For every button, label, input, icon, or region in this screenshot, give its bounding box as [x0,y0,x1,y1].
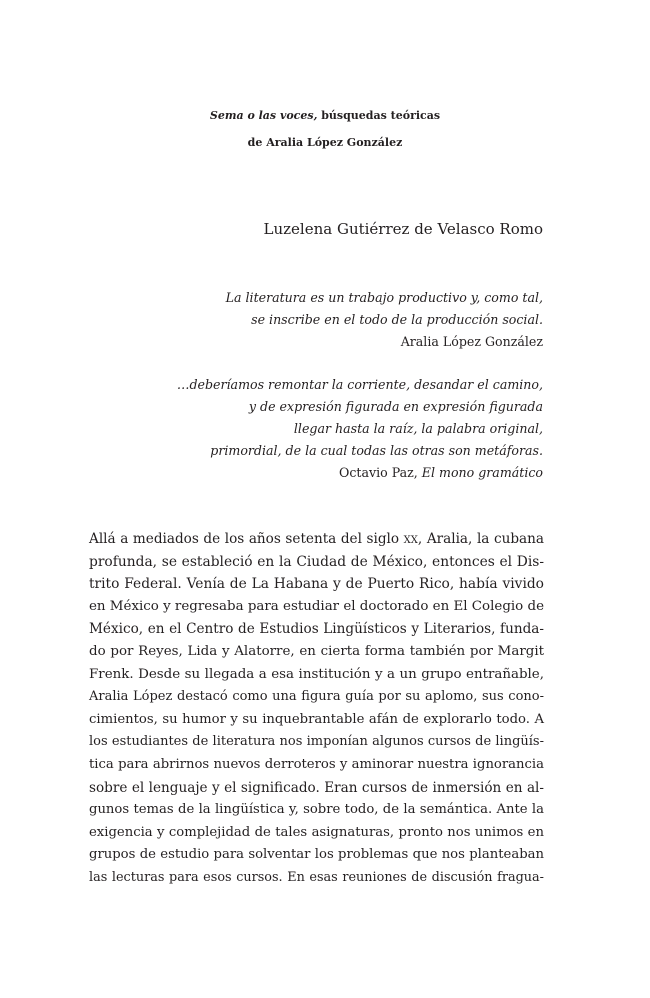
epigraph-1 [226,287,543,353]
body-line: Aralia López destacó como una figura guía por su aplomo, sus cono- [89,689,544,705]
title-italic-part: Sema o las voces, [209,109,318,122]
epigraph-1-line: se inscribe en el todo de la producción social. [251,312,543,327]
body-line: tica para abrirnos nuevos derroteros y aminorar nuestra ignorancia [89,756,544,772]
epigraph-2-line: y de expresión figurada en expresión figurada [248,399,543,414]
body-line: do por Reyes, Lida y Alatorre, en cierta forma también por Margit [89,643,544,659]
chapter-title-line-1 [0,103,650,129]
body-line-start: Allá a mediados de los años setenta del siglo [89,531,404,547]
epigraph-1-line: La literatura es un trabajo productivo y, como tal, [225,290,543,305]
body-line: sobre el lenguaje y el significado. Eran cursos de inmersión en al- [89,779,544,796]
chapter-title-line-2: de Aralia López González [247,136,403,149]
epigraph-2-attribution-work: El mono gramático [421,465,543,480]
body-line: cimientos, su humor y su inquebrantable afán de explorarlo todo. A [89,711,544,727]
chapter-author: Luzelena Gutiérrez de Velasco Romo [263,220,543,238]
body-line: trito Federal. Venía de La Habana y de Puerto Rico, había vivido [89,576,544,593]
body-line: México, en el Centro de Estudios Lingüísticos y Literarios, funda- [89,621,544,638]
body-line-end: , Aralia, la cubana [417,531,545,547]
body-line: profunda, se estableció en la Ciudad de México, entonces el Dis- [89,553,544,570]
epigraph-2-attribution-author: Octavio Paz, [339,465,422,480]
body-line: Frenk. Desde su llegada a esa institución y a un grupo entrañable, [89,666,544,682]
body-line: gunos temas de la lingüística y, sobre todo, de la semántica. Ante la [89,802,544,818]
body-line: grupos de estudio para solventar los problemas que nos planteaban [89,847,544,863]
body-line: las lecturas para esos cursos. En esas reuniones de discusión fragua- [89,869,544,885]
title-roman-part: búsquedas teóricas [317,109,441,122]
body-line: los estudiantes de literatura nos imponían algunos cursos de lingüís- [89,734,544,750]
epigraph-1-attribution: Aralia López González [400,334,543,349]
body-paragraph [89,528,544,890]
epigraph-2 [177,374,543,484]
epigraph-2-line: llegar hasta la raíz, la palabra original, [293,421,543,436]
epigraph-2-attribution [177,462,543,484]
body-line [89,528,544,551]
epigraph-2-line: …deberíamos remontar la corriente, desandar el camino, [176,377,543,392]
epigraph-2-line: primordial, de la cual todas las otras son metáforas. [210,443,543,458]
body-line: en México y regresaba para estudiar el doctorado en El Colegio de [89,598,544,614]
century-numeral: xx [403,531,418,547]
body-line: exigencia y complejidad de tales asignaturas, pronto nos unimos en [89,824,544,840]
